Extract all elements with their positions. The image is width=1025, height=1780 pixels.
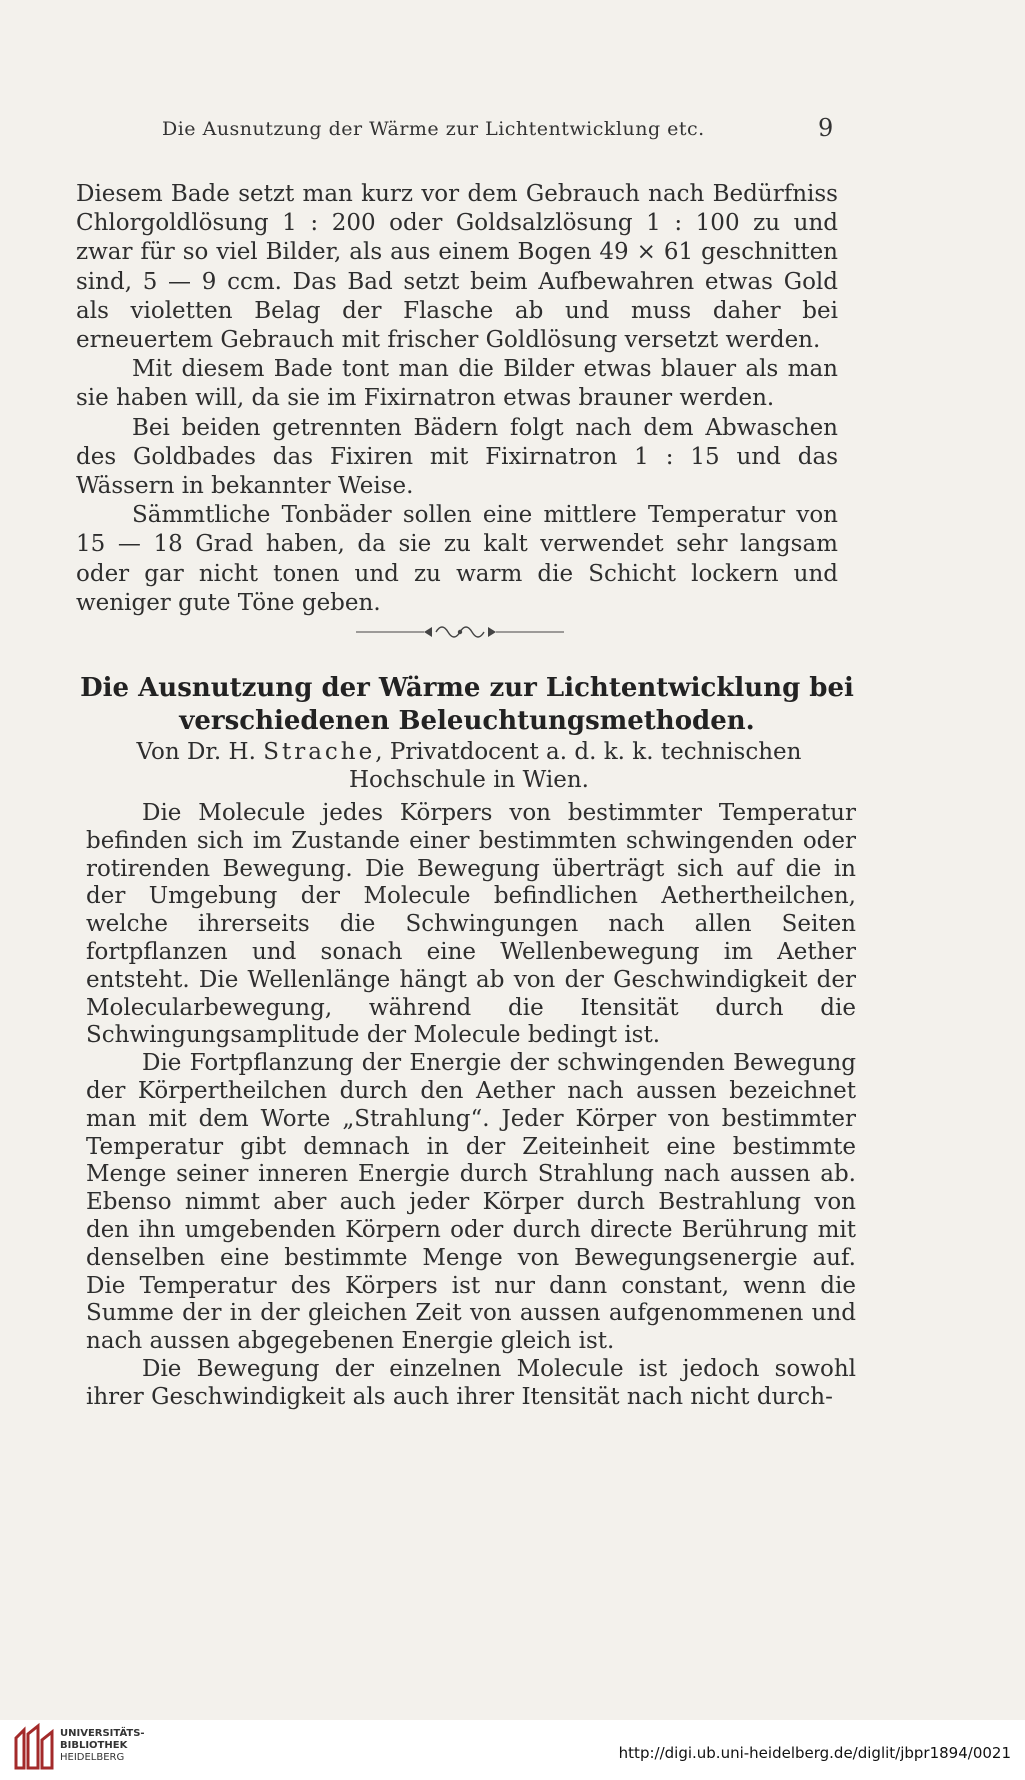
heidelberg-library-logo-icon (10, 1722, 58, 1774)
author-line-1 (96, 738, 842, 766)
author-suffix: , Privatdocent a. d. k. k. technischen (375, 739, 802, 765)
running-head: Die Ausnutzung der Wärme zur Lichtentwicklung etc. (162, 118, 705, 140)
paragraph: Sämmtliche Tonbäder sollen eine mittlere Temperatur von 15 — 18 Grad haben, da sie zu kalt verwendet sehr langsam oder gar nicht tonen und zu warm die Schicht lockern und weniger gute Töne geben. (76, 502, 838, 616)
paragraph: Die Fortpflanzung der Energie der schwingenden Bewegung der Körpertheilchen durch den Aether nach aussen bezeichnet man mit dem Worte „Strahlung“. Jeder Körper von bestimmter Temperatur gibt demnach in der Zeiteinheit eine bestimmte Menge seiner inneren Energie durch Strahlung nach aussen ab. Ebenso nimmt aber auch jeder Körper durch Bestrahlung von den ihn umgebenden Körpern oder durch directe Berührung mit denselben eine bestimmte Menge von Bewegungsenergie auf. Die Temperatur des Körpers ist nur dann constant, wenn die Summe der in der gleichen Zeit von aussen aufgenommenen und nach aussen abgegebenen Energie gleich ist. (86, 1050, 856, 1355)
page-number: 9 (818, 114, 834, 142)
author-line-2: Hochschule in Wien. (349, 767, 589, 793)
paragraph: Diesem Bade setzt man kurz vor dem Gebrauch nach Bedürfniss Chlorgoldlösung 1 : 200 oder Goldsalzlösung 1 : 100 zu und zwar für so viel Bilder, als aus einem Bogen 49 × 61 geschnitten sind, 5 — 9 ccm. Das Bad setzt beim Aufbewahren etwas Gold als violetten Belag der Flasche ab und muss daher bei erneuertem Gebrauch mit frischer Goldlösung versetzt werden. (76, 181, 838, 354)
title-line: verschiedenen Beleuchtungsmethoden. (179, 706, 755, 736)
text-block-article (86, 800, 856, 1412)
paragraph: Die Bewegung der einzelnen Molecule ist jedoch sowohl ihrer Geschwindigkeit als auch ihrer Itensität nach nicht durch- (86, 1355, 856, 1410)
paragraph: Bei beiden getrennten Bädern folgt nach dem Abwaschen des Goldbades das Fixiren mit Fixirnatron 1 : 15 und das Wässern in bekannter Weise. (76, 414, 838, 500)
library-line: HEIDELBERG (60, 1752, 125, 1763)
author-prefix: Von Dr. H. (136, 739, 264, 765)
author-byline (96, 738, 842, 794)
title-line: Die Ausnutzung der Wärme zur Lichtentwicklung bei (80, 673, 854, 703)
library-line: BIBLIOTHEK (60, 1740, 128, 1751)
library-line: UNIVERSITÄTS- (60, 1728, 145, 1739)
paragraph: Mit diesem Bade tont man die Bilder etwas blauer als man sie haben will, da sie im Fixirnatron etwas brauner werden. (76, 356, 838, 412)
source-url-link[interactable]: http://digi.ub.uni-heidelberg.de/diglit/jbpr1894/0021 (618, 1744, 1011, 1762)
text-block-upper (76, 180, 838, 618)
paragraph: Die Molecule jedes Körpers von bestimmter Temperatur befinden sich im Zustande einer bestimmten schwingenden oder rotirenden Bewegung. Die Bewegung überträgt sich auf die in der Umgebung der Molecule befindlichen Aethertheilchen, welche ihrerseits die Schwingungen nach allen Seiten fortpflanzen und sonach eine Wellenbewegung im Aether entsteht. Die Wellenlänge hängt ab von der Geschwindigkeit der Molecularbewegung, während die Itensität durch die Schwingungsamplitude der Molecule bedingt ist. (86, 800, 856, 1049)
author-name: Strache (263, 739, 376, 765)
ornamental-divider-icon (350, 620, 570, 644)
library-name (60, 1728, 145, 1764)
article-title (80, 672, 854, 738)
